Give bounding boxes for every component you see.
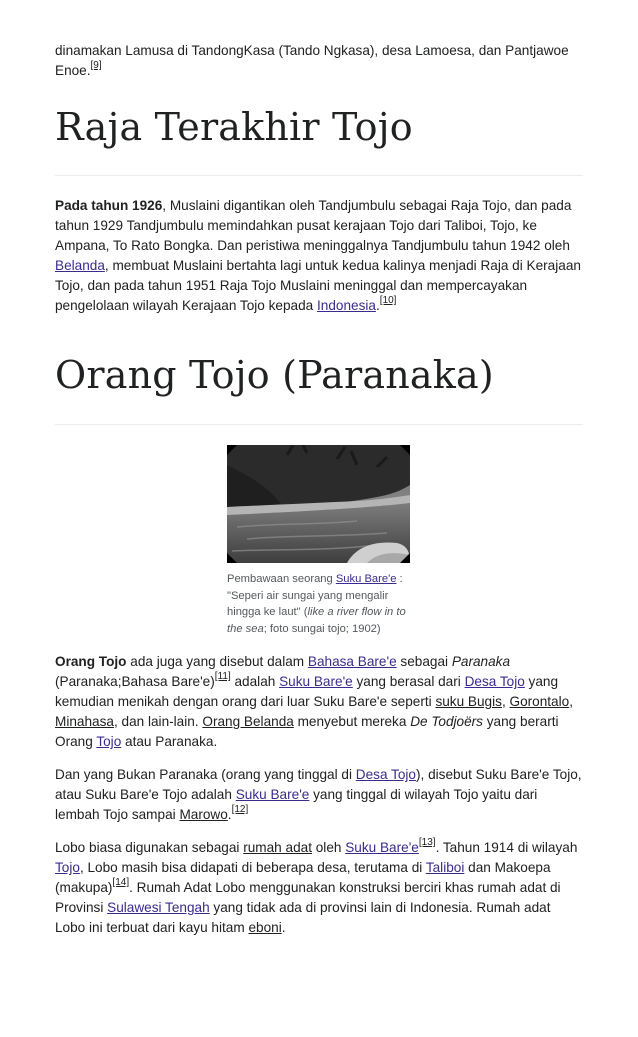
paragraph-raja-terakhir: Pada tahun 1926, Muslaini digantikan oleh Tandjumbulu sebagai Raja Tojo, dan pada tahun 1929 Tandjumbulu memindahkan pusat kerajaan Tojo dari Taliboi, Tojo, ke Ampana, To Rato Bongka. Dan peristiwa meninggalnya Tandjumbulu tahun 1942 oleh Belanda, membuat Muslaini bertahta lagi untuk kedua kalinya menjadi Raja di Kerajaan Tojo, dan pada tahun 1951 Raja Tojo Muslaini meninggal dan mempercayakan pengelolaan wilayah Kerajaan Tojo kepada Indonesia.[10]: [55, 198, 581, 313]
heading-orang-tojo: Orang Tojo (Paranaka): [55, 353, 494, 397]
link-minahasa[interactable]: Minahasa: [55, 714, 114, 729]
citation-11[interactable]: [11]: [214, 671, 231, 683]
paragraph-bukan-paranaka: Dan yang Bukan Paranaka (orang yang tinggal di Desa Tojo), disebut Suku Bare'e Tojo, atau Suku Bare'e Tojo adalah Suku Bare'e yang tinggal di wilayah Tojo yaitu dari lembah Tojo sampai Marowo.[12]: [55, 767, 582, 822]
heading-raja-terakhir-tojo: Raja Terakhir Tojo: [55, 105, 413, 149]
paragraph-orang-tojo: Orang Tojo ada juga yang disebut dalam Bahasa Bare'e sebagai Paranaka (Paranaka;Bahasa Bare'e)[11] adalah Suku Bare'e yang berasal dari Desa Tojo yang kemudian menikah dengan orang dari luar Suku Bare'e seperti suku Bugis, Gorontalo, Minahasa, dan lain-lain. Orang Belanda menyebut mereka De Todjoërs yang berarti Orang Tojo atau Paranaka.: [55, 654, 573, 749]
link-belanda[interactable]: Belanda: [55, 258, 105, 273]
link-tojo[interactable]: Tojo: [96, 734, 122, 749]
figure-caption: Pembawaan seorang Suku Bare'e : "Seperi air sungai yang mengalir hingga ke laut" (like a river flow in to the sea; foto sungai tojo; 1902): [227, 573, 406, 635]
link-gorontalo[interactable]: Gorontalo: [509, 694, 570, 709]
link-desa-tojo[interactable]: Desa Tojo: [464, 674, 525, 689]
citation-9[interactable]: [9]: [90, 60, 102, 72]
link-marowo[interactable]: Marowo: [179, 807, 228, 822]
link-suku-baree-3[interactable]: Suku Bare'e: [345, 840, 419, 855]
link-sulawesi-tengah[interactable]: Sulawesi Tengah: [107, 900, 210, 915]
river-photo[interactable]: [227, 445, 410, 563]
link-suku-bugis[interactable]: suku Bugis: [435, 694, 502, 709]
link-bahasa-baree[interactable]: Bahasa Bare'e: [307, 654, 397, 669]
heading-divider: [55, 175, 583, 176]
link-suku-baree-caption[interactable]: Suku Bare'e: [335, 573, 397, 585]
link-eboni[interactable]: eboni: [248, 920, 282, 935]
link-taliboi[interactable]: Taliboi: [425, 860, 465, 875]
citation-14[interactable]: [14]: [112, 877, 130, 889]
heading-divider: [55, 424, 583, 425]
figure-river-photo: [227, 445, 411, 637]
link-suku-baree-2[interactable]: Suku Bare'e: [235, 787, 310, 802]
citation-10[interactable]: [10]: [379, 295, 397, 307]
link-indonesia[interactable]: Indonesia: [317, 298, 376, 313]
link-suku-baree[interactable]: Suku Bare'e: [279, 674, 353, 689]
link-tojo-2[interactable]: Tojo: [55, 860, 80, 875]
citation-12[interactable]: [12]: [231, 804, 249, 816]
link-rumah-adat[interactable]: rumah adat: [243, 840, 312, 855]
link-orang-belanda[interactable]: Orang Belanda: [202, 714, 294, 729]
citation-13[interactable]: [13]: [418, 837, 436, 849]
river-photo-image: [227, 445, 410, 563]
paragraph-lobo: Lobo biasa digunakan sebagai rumah adat oleh Suku Bare'e[13]. Tahun 1914 di wilayah Tojo, Lobo masih bisa didapati di beberapa desa, terutama di Taliboi dan Makoepa (makupa)[14]. Rumah Adat Lobo menggunakan konstruksi berciri khas rumah adat di Provinsi Sulawesi Tengah yang tidak ada di provinsi lain di Indonesia. Rumah adat Lobo ini terbuat dari kayu hitam eboni.: [55, 837, 578, 935]
intro-paragraph: dinamakan Lamusa di TandongKasa (Tando Ngkasa), desa Lamoesa, dan Pantjawoe Enoe.[9]: [55, 43, 569, 78]
link-desa-tojo-2[interactable]: Desa Tojo: [355, 767, 416, 782]
